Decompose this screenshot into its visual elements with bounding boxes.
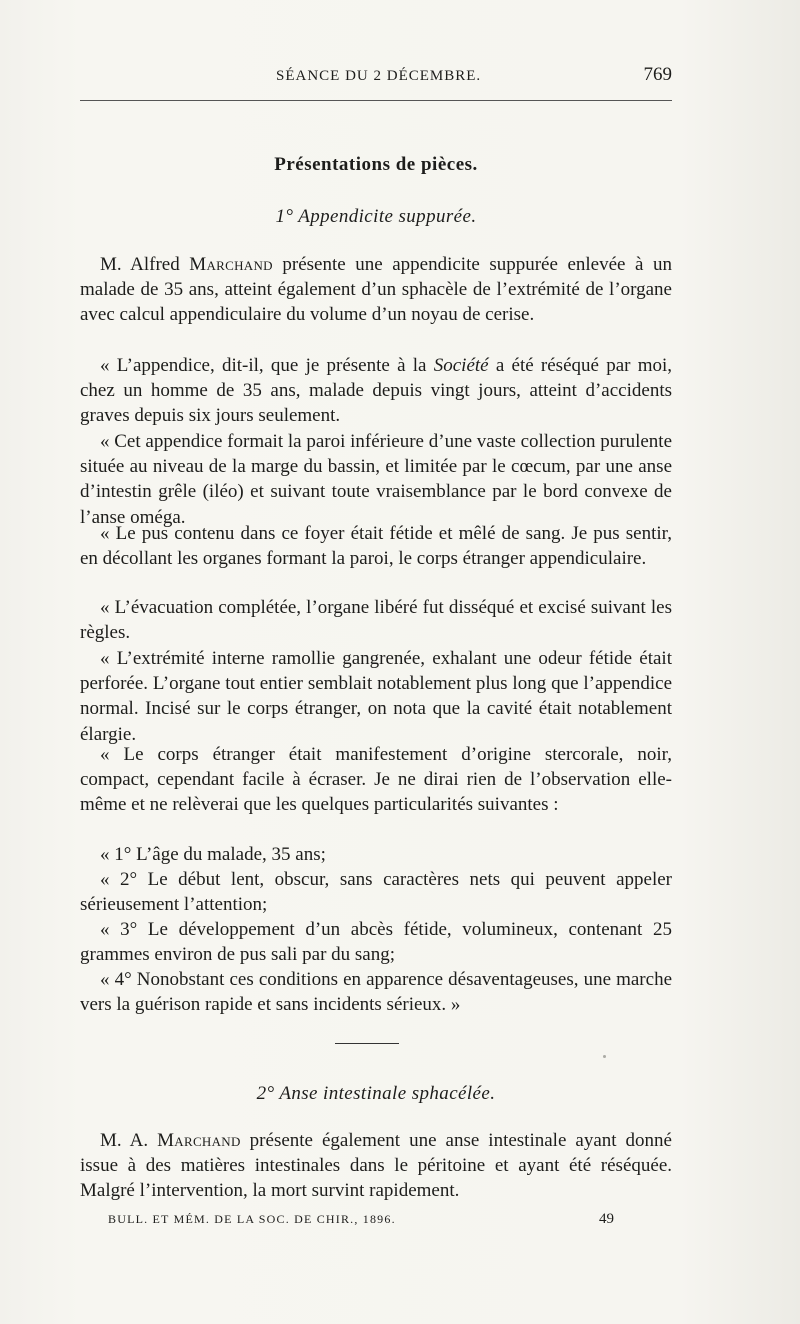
paragraph-5: « L’évacuation complétée, l’organe libéré fut disséqué et excisé suivant les règles. [80,597,672,644]
section-title: Présentations de pièces. [274,154,478,175]
print-speck [603,1055,606,1058]
list-item-1: « 1° L’âge du malade, 35 ans; [100,844,326,865]
paragraph-2-before: « L’appendice, dit-il, que je présente à la [100,355,434,376]
paragraph-8-lead: M. A. [100,1130,158,1151]
paragraph-8-text: présente également une anse intestinale ayant donné issue à des matières intestinales dans le péritoine et ayant été réséquée. Malgré l’intervention, la mort survint rapidement. [80,1130,672,1202]
paragraph-1-lead: M. Alfred [100,254,190,275]
paragraph-1 [80,252,672,328]
paragraph-2 [80,353,672,429]
subsection-title-appendicite: 1° Appendicite suppurée. [275,206,477,227]
paragraph-3: « Cet appendice formait la paroi inférieure d’une vaste collection purulente située au niveau de la marge du bassin, et limitée par le cœcum, par une anse d’intestin grêle (iléo) et suivant toute vraisemblance par le bord convexe de l’anse oméga. [80,431,672,528]
paragraph-6: « L’extrémité interne ramollie gangrenée, exhalant une odeur fétide était perforée. L’organe tout entier semblait notablement plus long que l’appendice normal. Incisé sur le corps étranger, on nota que la cavité était notablement élargie. [80,648,672,745]
running-header [80,64,672,94]
paragraph-8 [80,1128,672,1204]
page-number: 769 [643,64,672,85]
list-item-2: « 2° Le début lent, obscur, sans caractères nets qui peuvent appeler sérieusement l’attention; [80,869,672,916]
page-footer [108,1212,668,1234]
paragraph-1-text: présente une appendicite suppurée enlevée à un malade de 35 ans, atteint également d’un sphacèle de l’extrémité de l’organe avec calcul appendiculaire du volume d’un noyau de cerise. [80,254,672,326]
signature-number: 49 [599,1211,614,1227]
publication-line: BULL. ET MÉM. DE LA SOC. DE CHIR., 1896. [108,1212,396,1226]
paragraph-4: « Le pus contenu dans ce foyer était fétide et mêlé de sang. Je pus sentir, en décollant les organes formant la paroi, le corps étranger appendiculaire. [80,523,672,570]
paragraph-2-after: a été réséqué par moi, chez un homme de 35 ans, malade depuis vingt jours, atteint d’accidents graves depuis six jours seulement. [80,355,673,427]
header-rule [80,100,672,101]
societe-italic: Société [433,355,489,376]
list-item-4: « 4° Nonobstant ces conditions en apparence désaventageuses, une marche vers la guérison rapide et sans incidents sérieux. » [80,969,672,1016]
section-separator [335,1043,399,1044]
paragraph-7: « Le corps étranger était manifestement d’origine stercorale, noir, compact, cependant facile à écraser. Je ne dirai rien de l’observation elle-même et ne relèverai que les quelques particularités suivantes : [80,744,672,816]
author-name-2: Marchand [157,1130,241,1151]
subsection-title-anse: 2° Anse intestinale sphacélée. [256,1083,496,1104]
running-title: SÉANCE DU 2 DÉCEMBRE. [276,68,482,84]
list-item-3: « 3° Le développement d’un abcès fétide, volumineux, contenant 25 grammes environ de pus sali par du sang; [80,919,672,966]
author-name: Marchand [189,254,273,275]
